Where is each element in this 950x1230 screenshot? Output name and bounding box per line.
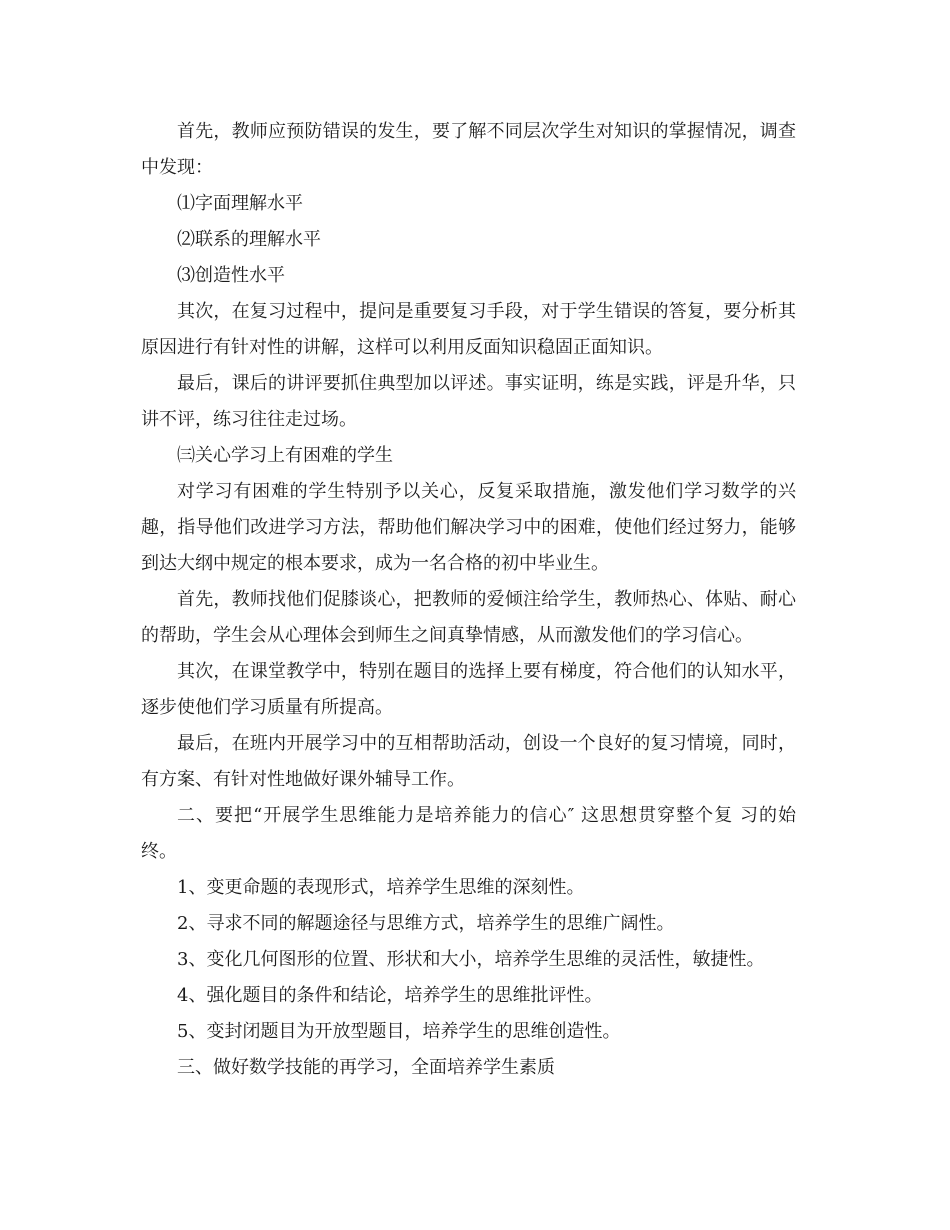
list-item-4: 4、强化题目的条件和结论，培养学生的思维批评性。 bbox=[177, 985, 603, 1006]
document-body bbox=[141, 114, 796, 1086]
list-item-literal-understanding: ⑴字面理解水平 bbox=[177, 193, 303, 214]
list-item-creative-level: ⑶创造性水平 bbox=[177, 265, 285, 286]
section-heading-math-skills: 三、做好数学技能的再学习，全面培养学生素质 bbox=[177, 1057, 555, 1078]
paragraph-care-struggling-students: 对学习有困难的学生特别予以关心，反复采取措施，激发他们学习数学的兴趣，指导他们改进学习方法，帮助他们解决学习中的困难，使他们经过努力，能够到达大纲中规定的根本要求，成为一名合格的初中毕业生。 bbox=[141, 481, 796, 574]
list-item-1: 1、变更命题的表现形式，培养学生思维的深刻性。 bbox=[177, 877, 585, 898]
paragraph-first-heart-talk: 首先，教师找他们促膝谈心，把教师的爱倾注给学生，教师热心、体贴、耐心的帮助，学生会从心理体会到师生之间真挚情感，从而激发他们的学习信心。 bbox=[141, 589, 796, 646]
list-item-2: 2、寻求不同的解题途径与思维方式，培养学生的思维广阔性。 bbox=[177, 913, 675, 934]
paragraph-last-review: 最后，课后的讲评要抓住典型加以评述。事实证明，练是实践，评是升华，只讲不评，练习往往走过场。 bbox=[141, 373, 796, 430]
section-heading-thinking-ability: 二、要把“开展学生思维能力是培养能力的信心″ 这思想贯穿整个复 习的始终。 bbox=[141, 805, 796, 862]
paragraph-first-prevent-errors: 首先，教师应预防错误的发生，要了解不同层次学生对知识的掌握情况，调查中发现： bbox=[141, 121, 796, 178]
list-item-3: 3、变化几何图形的位置、形状和大小，培养学生思维的灵活性，敏捷性。 bbox=[177, 949, 765, 970]
paragraph-second-questioning: 其次，在复习过程中，提问是重要复习手段，对于学生错误的答复，要分析其原因进行有针对性的讲解，这样可以利用反面知识稳固正面知识。 bbox=[141, 301, 796, 358]
list-item-5: 5、变封闭题目为开放型题目，培养学生的思维创造性。 bbox=[177, 1021, 621, 1042]
paragraph-last-mutual-help: 最后，在班内开展学习中的互相帮助活动，创设一个良好的复习情境，同时，有方案、有针对性地做好课外辅导工作。 bbox=[141, 733, 796, 790]
section-heading-struggling-students: ㈢关心学习上有困难的学生 bbox=[177, 445, 393, 466]
list-item-connected-understanding: ⑵联系的理解水平 bbox=[177, 229, 321, 250]
paragraph-second-classroom: 其次，在课堂教学中，特别在题目的选择上要有梯度，符合他们的认知水平，逐步使他们学习质量有所提高。 bbox=[141, 661, 796, 718]
